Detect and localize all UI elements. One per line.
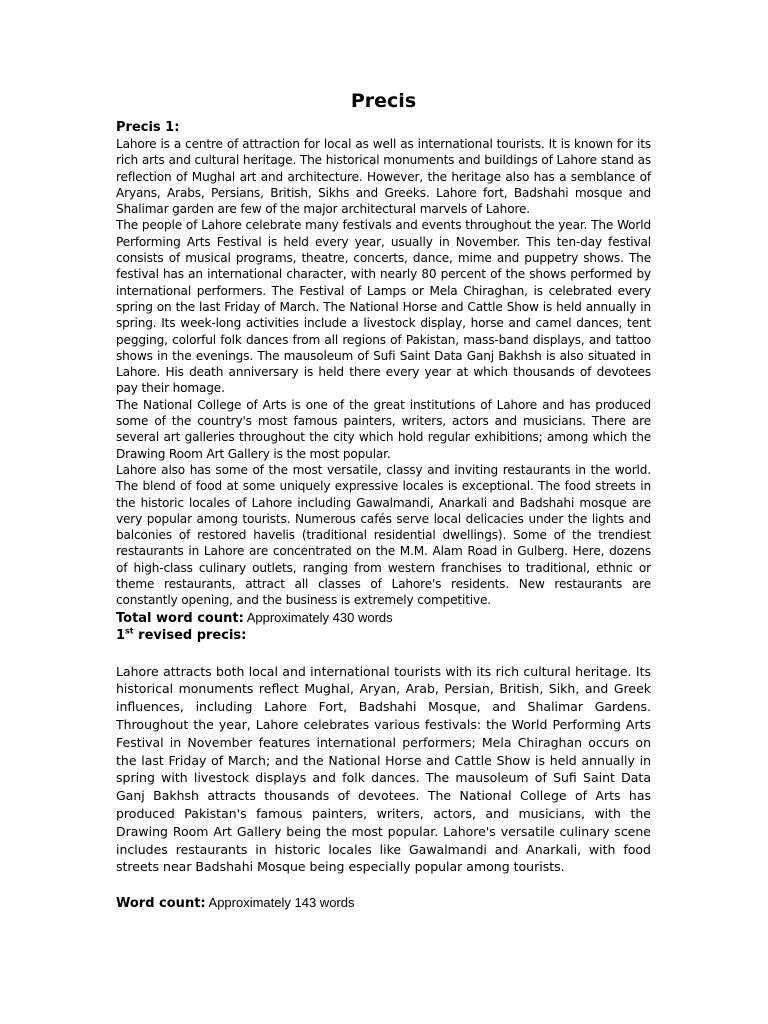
document-title: Precis bbox=[350, 90, 417, 112]
paragraph-festivals: The people of Lahore celebrate many festivals and events throughout the year. The World Performing Arts Festival is held every year, usually in November. This ten-day festival consists of musical programs, theatre, concerts, dance, mime and puppetry shows. The festival has an international character, with nearly 80 percent of the shows performed by international performers. The Festival of Lamps or Mela Chiraghan, is celebrated every spring on the last Friday of March. The National Horse and Cattle Show is held annually in spring. Its week-long activities include a livestock display, horse and camel dances, tent pegging, colorful folk dances from all regions of Pakistan, mass-band displays, and tattoo shows in the evenings. The mausoleum of Sufi Saint Data Ganj Bakhsh is also situated in Lahore. His death anniversary is held there every year at which thousands of devotees pay their homage. bbox=[116, 218, 651, 396]
revised-heading-rest: revised precis: bbox=[133, 627, 247, 643]
precis-heading: Precis 1: bbox=[116, 120, 180, 135]
total-word-count-value: Approximately 430 words bbox=[243, 609, 393, 625]
revised-heading-number: 1 bbox=[116, 627, 126, 643]
word-count bbox=[116, 894, 651, 912]
total-word-count-label: Total word count: bbox=[116, 610, 244, 626]
paragraph-arts-college: The National College of Arts is one of the great institutions of Lahore and has produced some of the country's most famous painters, writers, actors and musicians. There are several art galleries throughout the city which hold regular exhibitions; among which the Drawing Room Art Gallery is the most popular. bbox=[116, 397, 651, 461]
revised-precis-heading bbox=[116, 627, 651, 644]
total-word-count bbox=[116, 609, 651, 627]
document-page bbox=[116, 88, 651, 912]
revised-heading-sup: st bbox=[125, 626, 134, 636]
paragraph-restaurants: Lahore also has some of the most versatile, classy and inviting restaurants in the world. The blend of food at some uniquely expressive locales is exceptional. The food streets in the historic locales of Lahore including Gawalmandi, Anarkali and Badshahi mosque are very popular among tourists. Numerous cafés serve local delicacies under the lights and balconies of restored havelis (traditional residential dwellings). Some of the trendiest restaurants in Lahore are concentrated on the M.M. Alam Road in Gulberg. Here, dozens of high-class culinary outlets, ranging from western franchises to traditional, ethnic or theme restaurants, attract all classes of Lahore's residents. New restaurants are constantly opening, and the business is extremely competitive. bbox=[116, 462, 651, 608]
paragraph-heritage: Lahore is a centre of attraction for local as well as international tourists. It is known for its rich arts and cultural heritage. The historical monuments and buildings of Lahore stand as reflection of Mughal art and architecture. However, the heritage also has a semblance of Aryans, Arabs, Persians, British, Sikhs and Greeks. Lahore fort, Badshahi mosque and Shalimar garden are few of the major architectural marvels of Lahore. bbox=[116, 137, 651, 217]
revised-precis-paragraph: Lahore attracts both local and international tourists with its rich cultural heritage. Its historical monuments reflect Mughal, Aryan, Arab, Persian, British, Sikh, and Greek influences, including Lahore Fort, Badshahi Mosque, and Shalimar Gardens. Throughout the year, Lahore celebrates various festivals: the World Performing Arts Festival in November features international performers; Mela Chiraghan occurs on the last Friday of March; and the National Horse and Cattle Show is held annually in spring with livestock displays and folk dances. The mausoleum of Sufi Saint Data Ganj Bakhsh attracts thousands of devotees. The National College of Arts has produced Pakistan's famous painters, writers, actors, and musicians, with the Drawing Room Art Gallery being the most popular. Lahore's versatile culinary scene includes restaurants in historic locales like Gawalmandi and Anarkali, with food streets near Badshahi Mosque being especially popular among tourists. bbox=[116, 663, 651, 875]
word-count-value: Approximately 143 words bbox=[205, 895, 355, 911]
word-count-label: Word count: bbox=[116, 896, 206, 912]
